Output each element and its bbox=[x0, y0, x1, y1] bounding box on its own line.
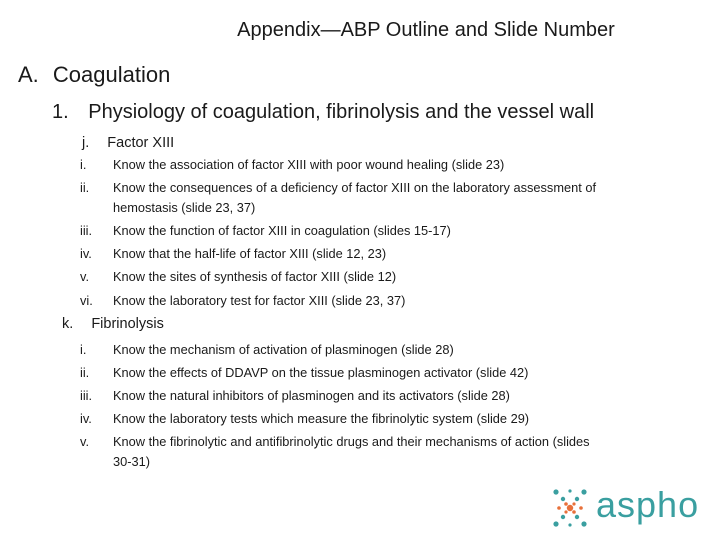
section-1-heading bbox=[52, 101, 594, 124]
list-item-text: Know the function of factor XIII in coagulation (slides 15-17) bbox=[113, 223, 451, 238]
list-item-text: Know the laboratory test for factor XIII (slide 23, 37) bbox=[113, 293, 406, 308]
list-item-marker: iii. bbox=[80, 223, 93, 238]
list-item-text: Know the consequences of a deficiency of factor XIII on the laboratory assessment of bbox=[113, 180, 597, 195]
list-item-marker: iii. bbox=[80, 388, 93, 403]
subsection-k-marker: k. bbox=[62, 316, 74, 332]
section-a-label: Coagulation bbox=[52, 62, 171, 87]
list-item-text: Know the mechanism of activation of plasminogen (slide 28) bbox=[113, 342, 454, 357]
aspho-mark-icon bbox=[550, 488, 590, 528]
list-item-marker: v. bbox=[80, 434, 90, 449]
section-1-marker: 1. bbox=[52, 101, 69, 123]
subsection-k-label: Fibrinolysis bbox=[91, 316, 164, 332]
list-item-text: Know the association of factor XIII with poor wound healing (slide 23) bbox=[113, 157, 505, 172]
list-item-marker: i. bbox=[80, 342, 87, 357]
list-item-text: Know the effects of DDAVP on the tissue plasminogen activator (slide 42) bbox=[113, 365, 529, 380]
list-item-marker: iv. bbox=[80, 246, 92, 261]
list-item-marker: ii. bbox=[80, 180, 90, 195]
slide-title: Appendix—ABP Outline and Slide Number bbox=[237, 19, 615, 41]
section-a-marker: A. bbox=[18, 62, 39, 87]
list-item-text: Know the sites of synthesis of factor XIII (slide 12) bbox=[113, 269, 397, 284]
list-item-text: Know the fibrinolytic and antifibrinolytic drugs and their mechanisms of action (slides bbox=[113, 434, 590, 449]
aspho-logo bbox=[550, 484, 710, 528]
list-item-marker: iv. bbox=[80, 411, 92, 426]
list-item-marker: v. bbox=[80, 269, 90, 284]
list-item-marker: vi. bbox=[80, 293, 93, 308]
list-item-text: Know the laboratory tests which measure the fibrinolytic system (slide 29) bbox=[113, 411, 530, 426]
aspho-wordmark: aspho bbox=[596, 484, 700, 525]
subsection-j-marker: j. bbox=[82, 135, 90, 151]
list-item-text-continued: hemostasis (slide 23, 37) bbox=[113, 200, 256, 215]
list-item-text: Know that the half-life of factor XIII (slide 12, 23) bbox=[113, 246, 387, 261]
list-item-marker: ii. bbox=[80, 365, 90, 380]
subsection-j-heading bbox=[82, 135, 174, 151]
list-item-text-continued: 30-31) bbox=[113, 454, 150, 469]
subsection-k-heading bbox=[62, 316, 164, 332]
list-item-marker: i. bbox=[80, 157, 87, 172]
list-item-text: Know the natural inhibitors of plasminogen and its activators (slide 28) bbox=[113, 388, 510, 403]
section-1-label: Physiology of coagulation, fibrinolysis and the vessel wall bbox=[88, 101, 595, 123]
section-a-heading bbox=[18, 62, 170, 88]
subsection-j-label: Factor XIII bbox=[107, 135, 175, 151]
